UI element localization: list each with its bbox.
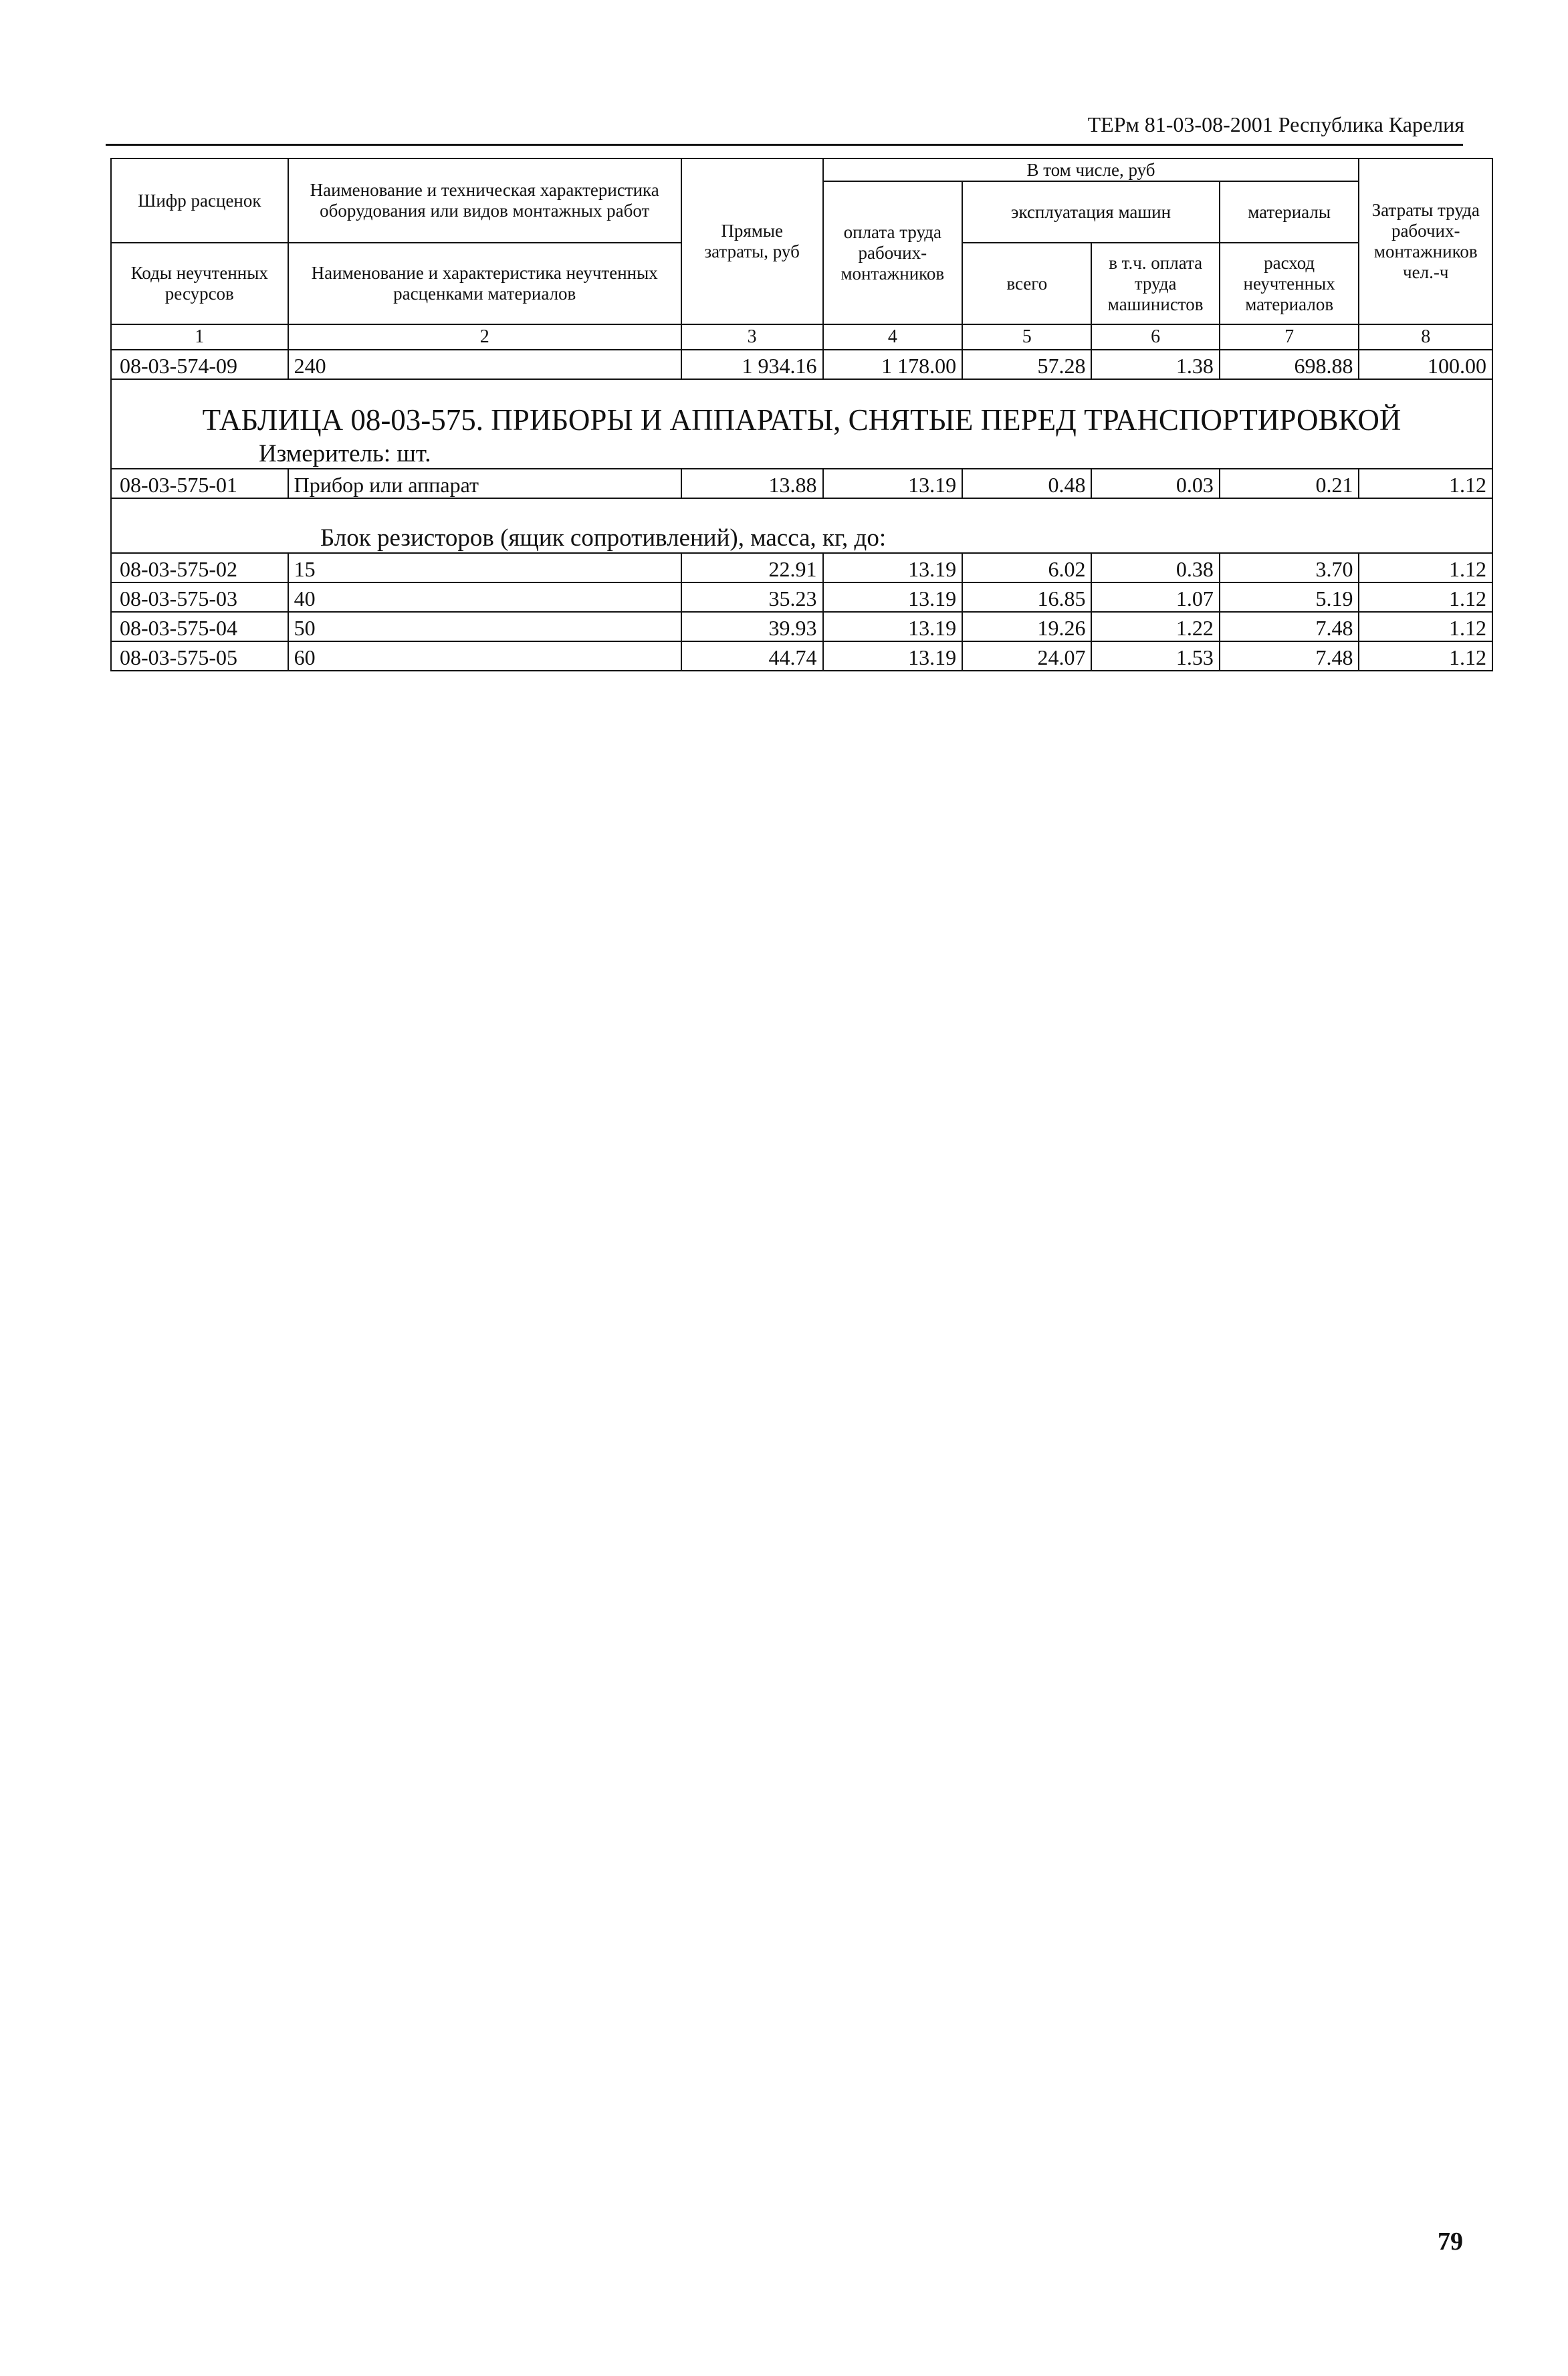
row-materials: 7.48 <box>1220 641 1359 671</box>
header-machines: эксплуатация машин <box>962 181 1220 243</box>
row-name: 15 <box>288 553 681 582</box>
column-number: 6 <box>1091 324 1219 350</box>
row-labor-hours: 1.12 <box>1359 553 1492 582</box>
row-name: 50 <box>288 612 681 641</box>
row-materials: 7.48 <box>1220 612 1359 641</box>
table-row <box>111 641 1492 671</box>
row-machines-labor: 1.07 <box>1091 582 1219 612</box>
row-machines-labor: 1.38 <box>1091 350 1219 379</box>
table-row <box>111 612 1492 641</box>
row-labor-hours: 1.12 <box>1359 612 1492 641</box>
table-title-row <box>111 379 1492 437</box>
row-materials: 3.70 <box>1220 553 1359 582</box>
row-code: 08-03-575-05 <box>111 641 288 671</box>
header-machines-labor: в т.ч. оплата труда машинистов <box>1091 243 1219 324</box>
row-direct-costs: 35.23 <box>681 582 823 612</box>
column-number: 1 <box>111 324 288 350</box>
row-machines-labor: 1.53 <box>1091 641 1219 671</box>
table-row <box>111 350 1492 379</box>
row-code: 08-03-574-09 <box>111 350 288 379</box>
running-head: ТЕРм 81-03-08-2001 Республика Карелия <box>1087 112 1464 136</box>
header-labor-pay: оплата труда рабочих-монтажников <box>823 181 963 324</box>
row-code: 08-03-575-01 <box>111 469 288 498</box>
row-code: 08-03-575-04 <box>111 612 288 641</box>
row-machines-total: 57.28 <box>962 350 1091 379</box>
row-code: 08-03-575-03 <box>111 582 288 612</box>
table-row <box>111 469 1492 498</box>
row-machines-total: 24.07 <box>962 641 1091 671</box>
header-rule <box>106 144 1463 146</box>
row-code: 08-03-575-02 <box>111 553 288 582</box>
header-row-1 <box>111 158 1492 181</box>
column-number: 8 <box>1359 324 1492 350</box>
row-labor-hours: 100.00 <box>1359 350 1492 379</box>
row-name: 240 <box>288 350 681 379</box>
row-machines-labor: 0.38 <box>1091 553 1219 582</box>
row-machines-total: 16.85 <box>962 582 1091 612</box>
row-labor-hours: 1.12 <box>1359 582 1492 612</box>
row-direct-costs: 22.91 <box>681 553 823 582</box>
unit-label: Измеритель: шт. <box>111 437 1492 469</box>
header-labor-costs: Затраты труда рабочих-монтажников чел.-ч <box>1359 158 1492 324</box>
header-name-sub: Наименование и характеристика неучтенных расценками материалов <box>288 243 681 324</box>
row-labor-hours: 1.12 <box>1359 469 1492 498</box>
row-labor-pay: 13.19 <box>823 582 963 612</box>
table-title: ТАБЛИЦА 08-03-575. ПРИБОРЫ И АППАРАТЫ, СНЯТЫЕ ПЕРЕД ТРАНСПОРТИРОВКОЙ <box>111 379 1492 437</box>
row-direct-costs: 1 934.16 <box>681 350 823 379</box>
row-labor-pay: 13.19 <box>823 612 963 641</box>
row-labor-hours: 1.12 <box>1359 641 1492 671</box>
column-number: 2 <box>288 324 681 350</box>
table-row <box>111 582 1492 612</box>
group-title-row <box>111 498 1492 553</box>
row-materials: 698.88 <box>1220 350 1359 379</box>
row-labor-pay: 13.19 <box>823 641 963 671</box>
row-labor-pay: 13.19 <box>823 469 963 498</box>
header-cipher: Шифр расценок <box>111 158 288 243</box>
row-labor-pay: 13.19 <box>823 553 963 582</box>
column-number-row <box>111 324 1492 350</box>
row-machines-total: 19.26 <box>962 612 1091 641</box>
norms-table <box>110 158 1493 671</box>
header-machines-total: всего <box>962 243 1091 324</box>
column-number: 5 <box>962 324 1091 350</box>
column-number: 4 <box>823 324 963 350</box>
group-title: Блок резисторов (ящик сопротивлений), масса, кг, до: <box>111 498 1492 553</box>
row-name: 40 <box>288 582 681 612</box>
row-machines-labor: 0.03 <box>1091 469 1219 498</box>
column-number: 3 <box>681 324 823 350</box>
row-labor-pay: 1 178.00 <box>823 350 963 379</box>
table-row <box>111 553 1492 582</box>
header-codes: Коды неучтенных ресурсов <box>111 243 288 324</box>
header-materials: материалы <box>1220 181 1359 243</box>
unit-row <box>111 437 1492 469</box>
row-name: 60 <box>288 641 681 671</box>
page-number: 79 <box>1438 2228 1463 2256</box>
header-name-main: Наименование и техническая характеристика оборудования или видов монтажных работ <box>288 158 681 243</box>
row-materials: 5.19 <box>1220 582 1359 612</box>
column-number: 7 <box>1220 324 1359 350</box>
row-materials: 0.21 <box>1220 469 1359 498</box>
row-direct-costs: 44.74 <box>681 641 823 671</box>
header-materials-unaccounted: расход неучтенных материалов <box>1220 243 1359 324</box>
row-machines-total: 6.02 <box>962 553 1091 582</box>
row-name: Прибор или аппарат <box>288 469 681 498</box>
header-including: В том числе, руб <box>823 158 1359 181</box>
header-direct-costs: Прямые затраты, руб <box>681 158 823 324</box>
row-direct-costs: 39.93 <box>681 612 823 641</box>
row-machines-total: 0.48 <box>962 469 1091 498</box>
row-machines-labor: 1.22 <box>1091 612 1219 641</box>
row-direct-costs: 13.88 <box>681 469 823 498</box>
